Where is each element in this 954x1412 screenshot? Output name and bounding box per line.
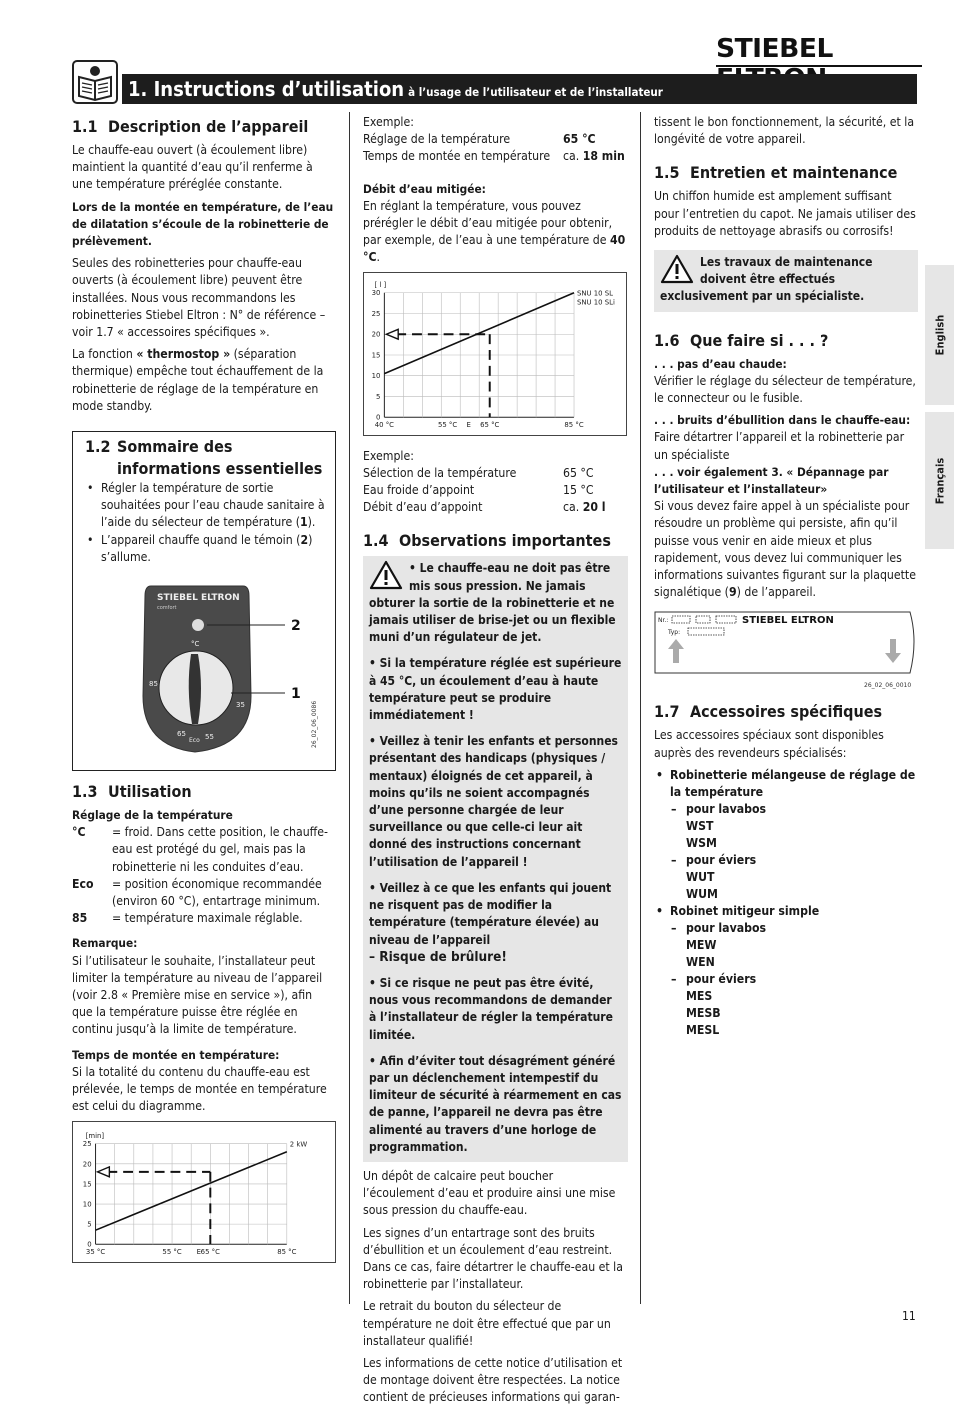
paragraph: Les signes d’un entartrage sont des bruits d’ébullition et un écoulement d’eau restreint. Dans ce cas, faire détartrer le chauffe-eau et la robinetterie par l’installateur. bbox=[363, 1225, 623, 1292]
x-tick-label: E bbox=[196, 1247, 202, 1256]
svg-text:55: 55 bbox=[205, 733, 214, 742]
knob-unit: °C bbox=[191, 640, 200, 649]
logo-underline bbox=[716, 65, 922, 67]
y-tick-label: 0 bbox=[376, 413, 381, 422]
y-tick-label: 5 bbox=[87, 1220, 92, 1229]
header-title: 1. Instructions d’utilisation bbox=[128, 77, 405, 101]
list-item: • Robinetterie mélangeuse de réglage de la température bbox=[654, 767, 918, 801]
series-label: SNU 10 SL bbox=[576, 289, 614, 298]
column-3 bbox=[654, 114, 918, 1039]
control-knob-figure bbox=[85, 576, 325, 756]
y-tick-label: 10 bbox=[82, 1199, 92, 1208]
section-heading-1-1: 1.1 Description de l’appareil bbox=[72, 117, 309, 136]
subheading: Débit d’eau mitigée: bbox=[363, 181, 486, 196]
y-axis-unit: [ l ] bbox=[374, 280, 387, 289]
y-tick-label: 20 bbox=[371, 330, 381, 339]
list-item: WUM bbox=[686, 886, 718, 901]
x-tick-label: 85 °C bbox=[277, 1247, 297, 1256]
mixed-water-chart bbox=[363, 272, 627, 436]
y-axis-unit: [min] bbox=[85, 1131, 105, 1140]
svg-text:Eco: Eco bbox=[189, 737, 200, 745]
type-plate-figure bbox=[654, 611, 918, 691]
question: . . . voir également 3. « Dépannage par l’utilisateur et l’installateur» bbox=[654, 464, 889, 497]
tab-english[interactable] bbox=[925, 265, 954, 405]
svg-text:Nr.:: Nr.: bbox=[658, 617, 669, 625]
list-item: WST bbox=[686, 818, 714, 833]
knob-model: comfort bbox=[157, 605, 177, 612]
callout-2: 2 bbox=[291, 618, 301, 635]
y-tick-label: 20 bbox=[82, 1159, 92, 1168]
paragraph: Les informations de cette notice d’utilisation et de montage doivent être respectées. La notice contient de précieuses informations qui garan- bbox=[363, 1355, 623, 1405]
answer: Vérifier le réglage du sélecteur de température, le connecteur ou le fusible. bbox=[654, 373, 916, 406]
answer: Faire détartrer l’appareil et la robinetterie par un spécialiste bbox=[654, 430, 905, 462]
warning-icon bbox=[660, 254, 694, 284]
example-label: Exemple: bbox=[363, 448, 414, 463]
x-tick-label: 65 °C bbox=[480, 420, 500, 429]
bullet-item: • L’appareil chauffe quand le témoin (2) s’allume. bbox=[85, 532, 325, 566]
marker-arrow-icon bbox=[386, 329, 398, 339]
x-tick-label: 55 °C bbox=[162, 1247, 182, 1256]
indicator-lamp bbox=[192, 619, 204, 631]
svg-text:Typ:: Typ: bbox=[668, 629, 681, 637]
tab-english-label: English bbox=[932, 314, 946, 356]
paragraph: La fonction « thermostop » (séparation thermique) empêche tout échauffement de la robinetterie de réglage de la température en mode standby. bbox=[72, 347, 324, 413]
marker-arrow-icon bbox=[98, 1166, 110, 1176]
list-item: MEW bbox=[686, 937, 717, 952]
y-tick-label: 25 bbox=[82, 1139, 92, 1148]
list-item: MESL bbox=[686, 1022, 720, 1037]
warning-box: • Le chauffe-eau ne doit pas être mis sous pression. Ne jamais obturer la sortie de la robinetterie et ne jamais utiliser de brise-jet ou un flexible muni d’un régulateur de jet. • Si la température réglée est supérieure à 45 °C, un écoulement d’eau à haute température peut se produire immédiatement ! • Veillez à tenir les enfants et personnes présentant des handicaps (physiques / mentaux) éloignés de cet appareil, à moins qu’ils ne soient accompagnés d’une personne chargée de leur surveillance ou que celle-ci leur ait donné des instructions concernant l’utilisation de l’appareil ! • Veillez à ce que les enfants qui jouent ne risquent pas de modifier la température (température élevée) au niveau de l’appareil – Risque de brûlure! • Si ce risque ne peut pas être évité, nous vous recommandons de demander à l’installateur de régler la température limitée. • Afin d’éviter tout désagrément généré par un déclenchement intempestif du limiteur de sécurité à réarmement en cas de panne, l’appareil ne devra pas être alimenté au travers d’une horloge de programmation. bbox=[363, 556, 628, 1162]
setting-list: °C = froid. Dans cette position, le chauffe-eau est protégé du gel, mais pas la robinetterie ni les conduites d’eau. Eco = position économique recommandée (environ 60 °C), entartrage minimum. 85 = température maximale réglable. bbox=[72, 825, 328, 926]
example-table: Sélection de la température 65 °C Eau froide d’appoint 15 °C Débit d’eau d’appoint ca. 20 l bbox=[363, 465, 606, 515]
svg-text:65: 65 bbox=[177, 730, 186, 739]
y-tick-label: 15 bbox=[82, 1179, 92, 1188]
list-item: MESB bbox=[686, 1005, 721, 1020]
bullet-item: • Régler la température de sortie souhaitées pour l’eau chaude sanitaire à l’aide du sélecteur de température (1). bbox=[85, 480, 325, 532]
svg-text:85: 85 bbox=[149, 680, 158, 689]
section-heading-1-7: 1.7 Accessoires spécifiques bbox=[654, 702, 883, 722]
example-label: Exemple: bbox=[363, 115, 414, 129]
warning-box: Les travaux de maintenance doivent être effectués exclusivement par un spécialiste. bbox=[654, 250, 918, 312]
x-tick-label: 40 °C bbox=[374, 420, 394, 429]
paragraph: Un chiffon humide est amplement suffisant pour l’entretien du capot. Ne jamais utiliser des produits de nettoyage abrasifs ou corrosifs! bbox=[654, 189, 916, 238]
column-1 bbox=[72, 114, 336, 1263]
column-divider bbox=[640, 112, 641, 1304]
brand-logo: STIEBEL bbox=[716, 34, 833, 64]
section-heading-1-3: 1.3 Utilisation bbox=[72, 782, 192, 802]
x-tick-label: E bbox=[466, 420, 471, 429]
section-heading-1-6: 1.6 Que faire si . . . ? bbox=[654, 330, 829, 350]
subheading: Réglage de la température bbox=[72, 808, 233, 823]
x-tick-label: 85 °C bbox=[564, 420, 584, 429]
section-header-bar bbox=[122, 74, 917, 104]
header-subtitle: à l’usage de l’utilisateur et de l’installateur bbox=[408, 85, 663, 99]
paragraph: Le chauffe-eau ouvert (à écoulement libre) maintient la quantité d’eau qu’il renferme à une température préréglée constante. bbox=[72, 143, 313, 192]
callout-1: 1 bbox=[291, 686, 301, 703]
list-item: – pour lavabos bbox=[654, 920, 918, 937]
svg-text:26_02_06_0010: 26_02_06_0010 bbox=[864, 682, 912, 690]
x-tick-label: 55 °C bbox=[437, 420, 458, 429]
subheading: Remarque: bbox=[72, 936, 138, 951]
page-number: 11 bbox=[902, 1309, 916, 1323]
section-heading-1-2: 1.2 Sommaire des informations essentielles bbox=[85, 437, 323, 479]
series-label: 2 kW bbox=[289, 1140, 308, 1149]
svg-text:26_02_06_0086: 26_02_06_0086 bbox=[311, 700, 318, 749]
list-item: WEN bbox=[686, 954, 715, 969]
y-tick-label: 25 bbox=[371, 309, 381, 318]
x-tick-label: 65 °C bbox=[200, 1247, 220, 1256]
paragraph: Les accessoires spéciaux sont disponibles auprès des revendeurs spécialisés: bbox=[654, 728, 884, 760]
paragraph: Seules des robinetteries pour chauffe-eau ouverts (à écoulement libre) peuvent être installées. Nous vous recommandons les robinetteries Stiebel Eltron : N° de référence – voir 1.7 « accessoires spécifiques ». bbox=[72, 256, 326, 340]
reading-person-icon bbox=[72, 60, 118, 104]
svg-text:35: 35 bbox=[236, 701, 245, 710]
list-item: – pour éviers bbox=[654, 852, 918, 869]
list-item: WSM bbox=[686, 835, 717, 850]
subheading: Temps de montée en température: bbox=[72, 1047, 280, 1062]
paragraph: Si la totalité du contenu du chauffe-eau est prélevée, le temps de montée en température est celui du diagramme. bbox=[72, 1064, 327, 1114]
warning-icon bbox=[369, 560, 403, 590]
paragraph: Un dépôt de calcaire peut boucher l’écoulement d’eau et produire ainsi une mise sous pression du chauffe-eau. bbox=[363, 1168, 616, 1218]
y-tick-label: 10 bbox=[371, 371, 381, 380]
question: . . . pas d’eau chaude: bbox=[654, 356, 787, 371]
x-tick-label: 35 °C bbox=[85, 1247, 106, 1256]
y-tick-label: 15 bbox=[371, 351, 381, 360]
list-item: WUT bbox=[686, 869, 715, 884]
plate-brand: STIEBEL ELTRON bbox=[742, 615, 834, 627]
section-heading-1-5: 1.5 Entretien et maintenance bbox=[654, 163, 898, 183]
y-tick-label: 30 bbox=[371, 288, 381, 297]
list-item: • Robinet mitigeur simple bbox=[654, 903, 918, 920]
series-label: SNU 10 SLi bbox=[576, 298, 615, 307]
tab-francais[interactable] bbox=[925, 412, 954, 549]
list-item: – pour lavabos bbox=[654, 801, 918, 818]
section-heading-1-4: 1.4 Observations importantes bbox=[363, 531, 611, 551]
accessories-list bbox=[654, 767, 918, 1039]
list-item: – pour éviers bbox=[654, 971, 918, 988]
y-tick-label: 0 bbox=[87, 1240, 92, 1249]
list-item: MES bbox=[686, 988, 713, 1003]
paragraph: Si l’utilisateur le souhaite, l’installateur peut limiter la température au niveau de l’appareil (voir 2.8 « Première mise en service »), afin que la température puisse être réglée en continu jusqu’à la limite de température. bbox=[72, 953, 323, 1037]
y-tick-label: 5 bbox=[376, 392, 381, 401]
answer: Si vous devez faire appel à un spécialiste pour résoudre un problème qui persiste, afin qu’il puisse vous venir en aide mieux et plus rapidement, vous devez lui communiquer les informations suivantes figurant sur la plaquette signalétique (9) de l’appareil. bbox=[654, 499, 916, 600]
column-2 bbox=[363, 114, 628, 1412]
summary-box bbox=[72, 431, 336, 771]
heating-time-chart bbox=[72, 1121, 336, 1263]
paragraph-bold: Lors de la montée en température, de l’eau de dilatation s’écoule de la robinetterie de prélèvement. bbox=[72, 199, 334, 249]
paragraph: Le retrait du bouton du sélecteur de température ne doit être effectué que par un installateur qualifié! bbox=[363, 1299, 611, 1348]
column-divider bbox=[349, 112, 350, 1304]
knob-brand: STIEBEL ELTRON bbox=[157, 593, 240, 604]
paragraph: tissent le bon fonctionnement, la sécurité, et la longévité de votre appareil. bbox=[654, 115, 915, 147]
question: . . . bruits d’ébullition dans le chauffe-eau: bbox=[654, 413, 911, 428]
example-table: Réglage de la température 65 °C Temps de montée en température ca. 18 min bbox=[363, 132, 625, 164]
paragraph: En réglant la température, vous pouvez prérégler le débit d’eau mitigée pour obtenir, par exemple, de l’eau à une température de 40 °C. bbox=[363, 198, 626, 265]
tab-francais-label: Français bbox=[932, 457, 946, 504]
